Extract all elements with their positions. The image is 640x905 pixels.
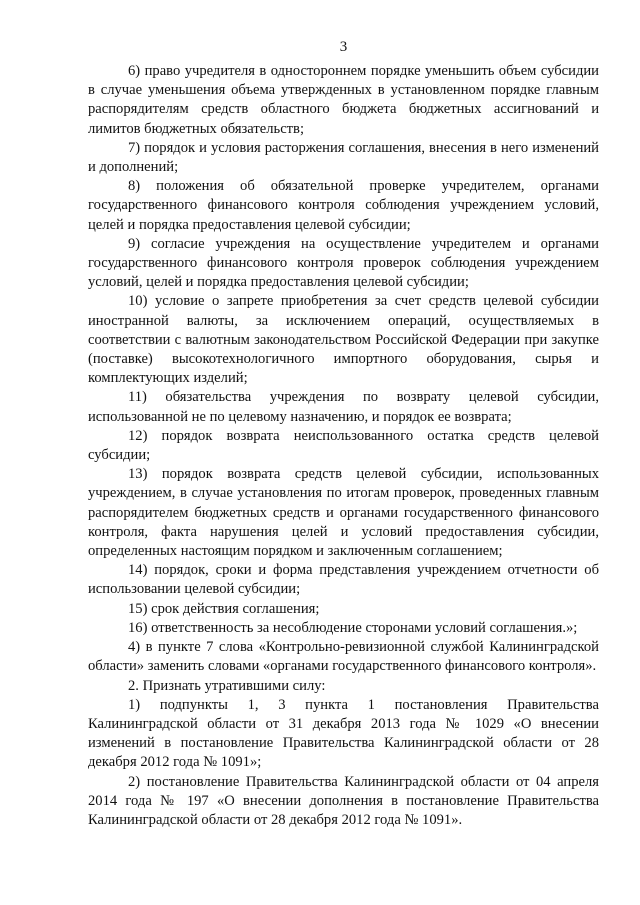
paragraph-item-6: 6) право учредителя в одностороннем порядке уменьшить объем субсидии в случае уменьшения объема утвержденных в установленном порядке главным распорядителям средств областного бюджета бюджетных ассигнований и лимитов бюджетных обязательств; [88,63,599,137]
paragraph-repeal-2: 2) постановление Правительства Калининградской области от 04 апреля 2014 года № 197 «О внесении дополнения в постановление Правительства Калининградской области от 28 декабря 2012 года № 1091». [88,773,599,828]
paragraph-item-12: 12) порядок возврата неиспользованного остатка средств целевой субсидии; [88,427,599,464]
paragraph-item-9: 9) согласие учреждения на осуществление учредителем и органами государственного финансового контроля проверок соблюдения учреждением условий, целей и порядка предоставления целевой субсидии; [88,235,599,291]
page-number: 3 [339,39,348,55]
paragraph-item-11: 11) обязательства учреждения по возврату целевой субсидии, использованной не по целевому назначению, и порядок ее возврата; [88,389,599,425]
paragraph-item-14: 14) порядок, сроки и форма представления учреждением отчетности об использовании целевой субсидии; [88,562,599,598]
document-page [88,38,599,830]
paragraph-section-2: 2. Признать утратившими силу: [128,677,326,694]
paragraph-item-16: 16) ответственность за несоблюдение сторонами условий соглашения.»; [128,619,578,636]
paragraph-item-10: 10) условие о запрете приобретения за счет средств целевой субсидии иностранной валюты, за исключением операций, осуществляемых в соответствии с валютным законодательством Российской Федерации при закупке (поставке) высокотехнологичного импортного оборудования, сырья и комплектующих изделий; [88,293,599,387]
paragraph-point-4: 4) в пункте 7 слова «Контрольно-ревизионной службой Калининградской области» заменить словами «органами государственного финансового контроля». [88,639,599,675]
paragraph-item-13: 13) порядок возврата средств целевой субсидии, использованных учреждением, в случае установления по итогам проверок, проведенных главным распорядителем бюджетных средств и органами государственного финансового контроля, факта нарушения целей и условий предоставления субсидии, определенных настоящим порядком и заключенным соглашением; [88,466,599,560]
paragraph-item-15: 15) срок действия соглашения; [128,600,320,617]
paragraph-item-7: 7) порядок и условия расторжения соглашения, внесения в него изменений и дополнений; [88,139,599,176]
paragraph-item-8: 8) положения об обязательной проверке учредителем, органами государственного финансового контроля соблюдения учреждением условий, целей и порядка предоставления целевой субсидии; [88,178,599,233]
paragraph-repeal-1: 1) подпункты 1, 3 пункта 1 постановления Правительства Калининградской области от 31 декабря 2013 года № 1029 «О внесении изменений в постановление Правительства Калининградской области от 28 декабря 2012 года № 1091»; [88,696,599,771]
